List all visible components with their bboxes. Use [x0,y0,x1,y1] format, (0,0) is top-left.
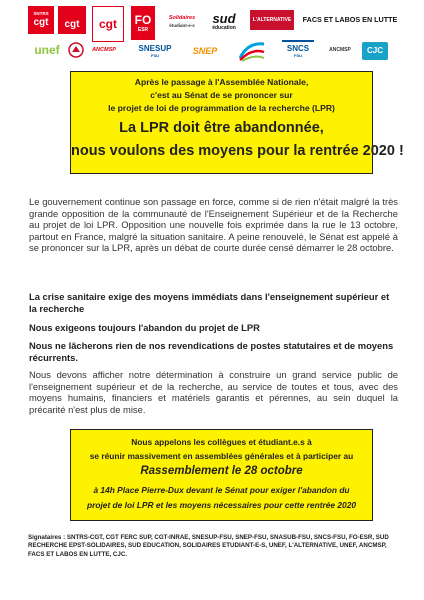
call-rassemblement: Rassemblement le 28 octobre [140,465,303,477]
call-line-5: projet de loi LPR et les moyens nécessaires pour cette rentrée 2020 [86,500,357,510]
sud-education-logo: sud éducation [206,6,242,36]
snasub-swoosh-icon [238,40,266,62]
header-line-3: le projet de loi de programmation de la recherche (LPR) [108,103,335,113]
call-line-2: se réunir massivement en assemblées générales et à participer au [89,451,354,461]
intro-paragraph: Le gouvernement continue son passage en force, comme si de rien n'était malgré la très grande opposition de la communauté de l'Enseignement Supérieur et de la Recherche au projet de loi LPR. Opposition une nouvelle fois exprimée dans la rue le 13 octobre, partout en France, malgré la situation sanitaire. A peine renouvelé, le Sénat est appelé à se prononcer sur la LPR, après un débat de courte durée censé démarrer le 28 octobre. [29,196,398,254]
demand-crisis: La crise sanitaire exige des moyens immédiats dans l'enseignement supérieur et la recherche [29,291,390,314]
unef-logo: unef [30,42,64,58]
header-line-2: c'est au Sénat de se prononcer sur [150,90,293,100]
sntrs-cgt-logo: SNTRS cgt [28,6,54,34]
lalternative-logo: L'ALTERNATIVE [250,10,294,30]
header-line-1: Après le passage à l'Assemblée Nationale, [134,77,309,87]
sud-recherche-mark-icon [68,42,84,58]
call-line-1: Nous appelons les collègues et étudiant.e.s à [131,437,312,447]
snesup-fsu-logo: SNESUP FSU [133,42,177,60]
ancmsp-logo: ANCMSP [84,44,124,58]
cgt-ferc-sup-logo: cgt [58,6,86,34]
demand-abandon-lpr: Nous exigeons toujours l'abandon du projet de LPR [29,322,260,333]
call-line-4: à 14h Place Pierre-Dux devant le Sénat pour exiger l'abandon du [93,485,350,495]
sud-recherche-logo [68,42,84,58]
header-box [70,71,404,174]
page-title-line-2: nous voulons des moyens pour la rentrée 2020 ! [71,143,404,159]
fo-esr-logo: FO ESR [131,6,155,40]
page-title-line-1: La LPR doit être abandonnée, [119,120,324,136]
facs-et-labos-en-lutte-logo: FACS ET LABOS EN LUTTE [302,12,398,28]
snep-fsu-logo: SNEP [186,42,224,60]
demand-posts: Nous ne lâcherons rien de nos revendications de postes statutaires et de moyens récurrents. [29,340,394,363]
ancmsp-2-logo: ANCMSP [327,44,353,56]
closing-paragraph: Nous devons afficher notre détermination à construire un grand service public de l'enseignement supérieur et de la recherche, au service de toutes et tous, avec des moyens humains, financiers et matériels garantis et pérennes, au sein duquel la précarité n'est plus de mise. [29,369,398,415]
signatories: Signataires : SNTRS-CGT, CGT FERC SUP, CGT-INRAE, SNESUP-FSU, SNEP-FSU, SNASUB-FSU, SNCS-FSU, FO-ESR, SUD RECHERCHE EPST-SOLIDAIRES, SUD EDUCATION, SOLIDAIRES ETUDIANT-E-S, UNEF, L'ALTERNATIVE, UNEF, ANCMSP, FACS ET LABOS EN LUTTE, CJC. [28,534,389,558]
logo-strip [0,0,424,62]
call-box [70,429,373,521]
sncs-fsu-logo: SNCS FSU [282,40,314,60]
snasub-fsu-logo [238,40,266,62]
cgt-inrae-logo: cgt [92,6,124,42]
solidaires-etudiant-logo: Solidaires étudiant-e-s [163,10,201,34]
cjc-logo: CJC [362,42,388,60]
